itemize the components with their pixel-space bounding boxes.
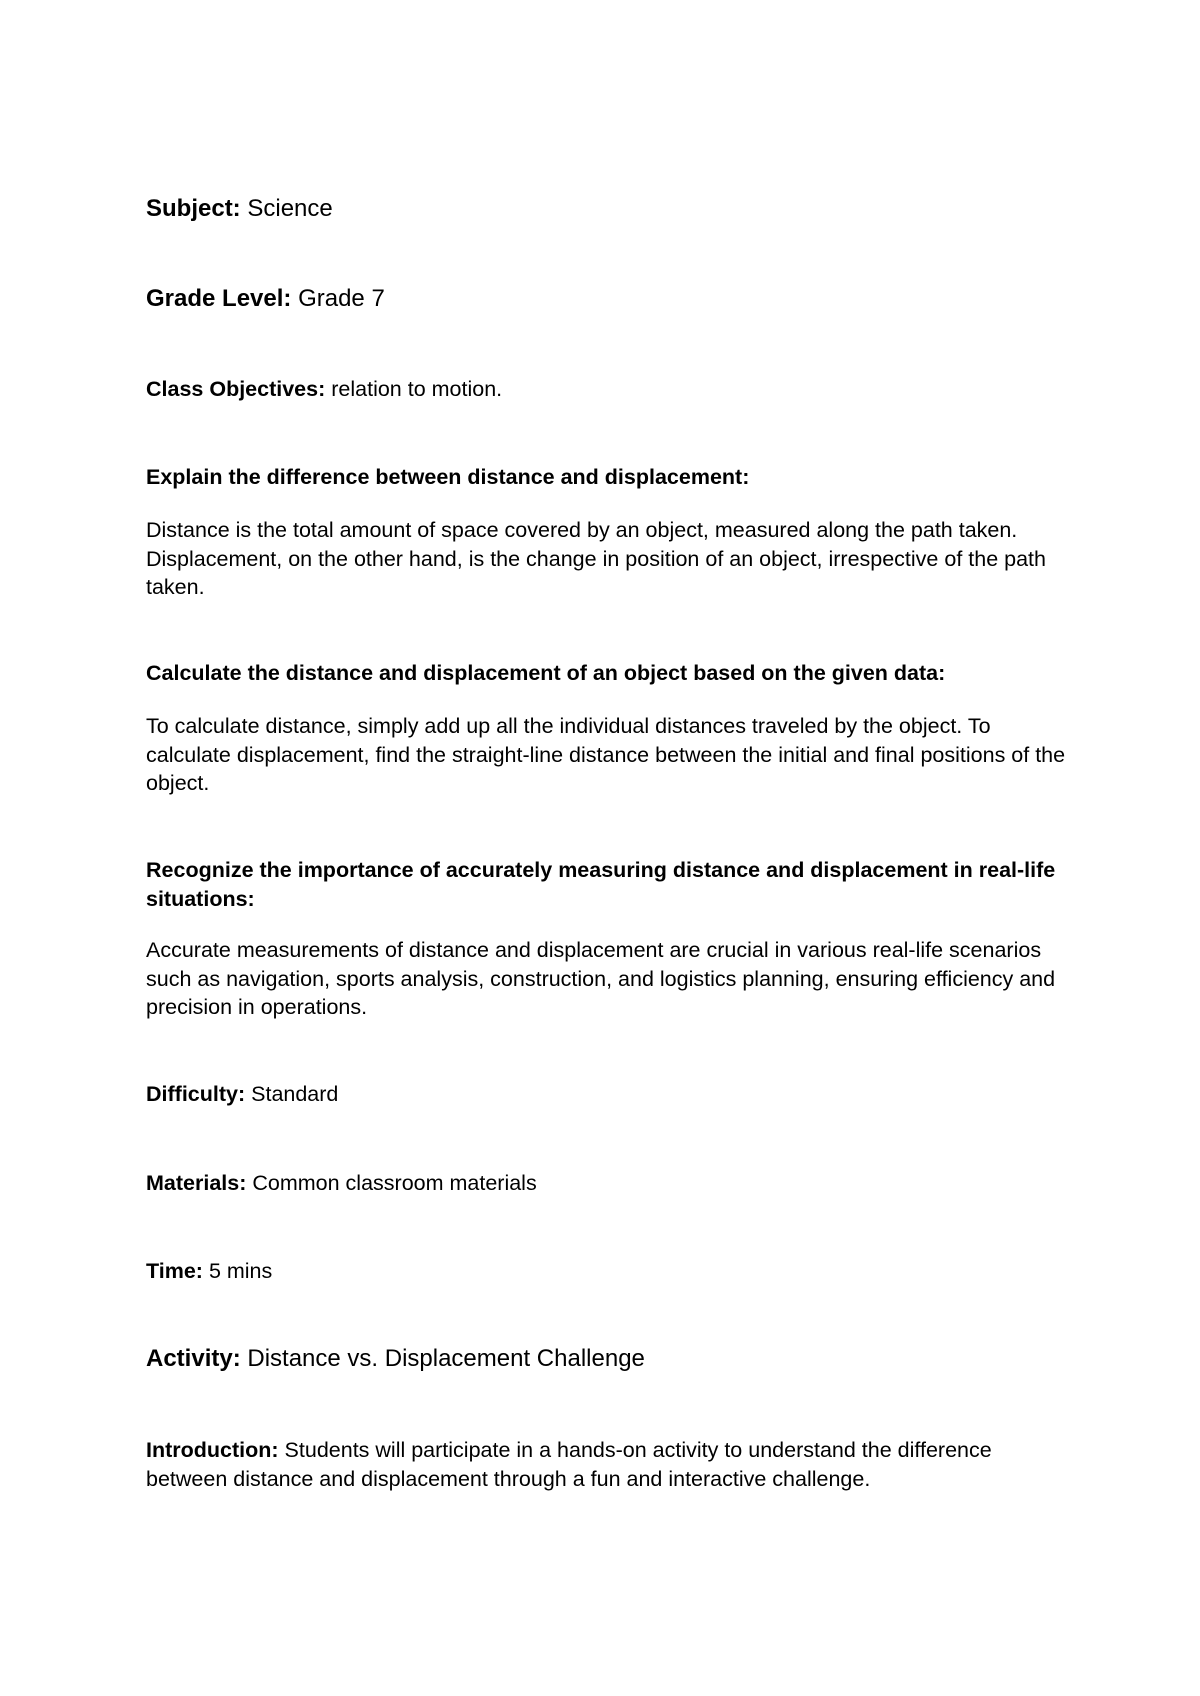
objective-3-heading: Recognize the importance of accurately measuring distance and displacement in real-life situations: [146, 858, 1056, 911]
objective-2-body: To calculate distance, simply add up all the individual distances traveled by the object. To calculate displacement, find the straight-line distance between the initial and final positions of the object. [146, 714, 1066, 795]
time-line [146, 1258, 1076, 1284]
introduction-value: Students will participate in a hands-on activity to understand the difference between distance and displacement through a fun and interactive challenge. [146, 1438, 992, 1491]
introduction-label: Introduction: [146, 1438, 279, 1462]
objective-2-heading-text: Calculate the distance and displacement of an object based on the given data: [146, 661, 946, 685]
subject-value: Science [247, 195, 333, 222]
objective-1-heading [146, 464, 1076, 490]
class-objectives-value: relation to motion. [331, 377, 503, 401]
grade-level-label: Grade Level: [146, 285, 292, 312]
objective-2-heading [146, 660, 1076, 686]
class-objectives-label: Class Objectives: [146, 377, 326, 401]
grade-level-value: Grade 7 [298, 285, 385, 312]
class-objectives-line [146, 376, 1076, 402]
difficulty-label: Difficulty: [146, 1082, 246, 1106]
difficulty-line [146, 1081, 1076, 1107]
introduction-paragraph [146, 1436, 1076, 1493]
subject-label: Subject: [146, 195, 241, 222]
subject-line [146, 195, 1076, 223]
activity-label: Activity: [146, 1345, 241, 1372]
materials-value: Common classroom materials [252, 1171, 537, 1195]
materials-label: Materials: [146, 1171, 247, 1195]
materials-line [146, 1170, 1076, 1196]
time-value: 5 mins [208, 1259, 273, 1283]
activity-value: Distance vs. Displacement Challenge [247, 1345, 645, 1372]
activity-line [146, 1345, 1076, 1373]
time-label: Time: [146, 1259, 203, 1283]
grade-level-line [146, 285, 1076, 313]
objective-3-body: Accurate measurements of distance and displacement are crucial in various real-life scenarios such as navigation, sports analysis, construction, and logistics planning, ensuring efficiency and precision in operations. [146, 938, 1056, 1019]
difficulty-value: Standard [251, 1082, 339, 1106]
objective-1-body: Distance is the total amount of space covered by an object, measured along the path taken. Displacement, on the other hand, is the change in position of an object, irrespective of the path taken. [146, 518, 1046, 599]
objective-1-heading-text: Explain the difference between distance and displacement: [146, 465, 750, 489]
